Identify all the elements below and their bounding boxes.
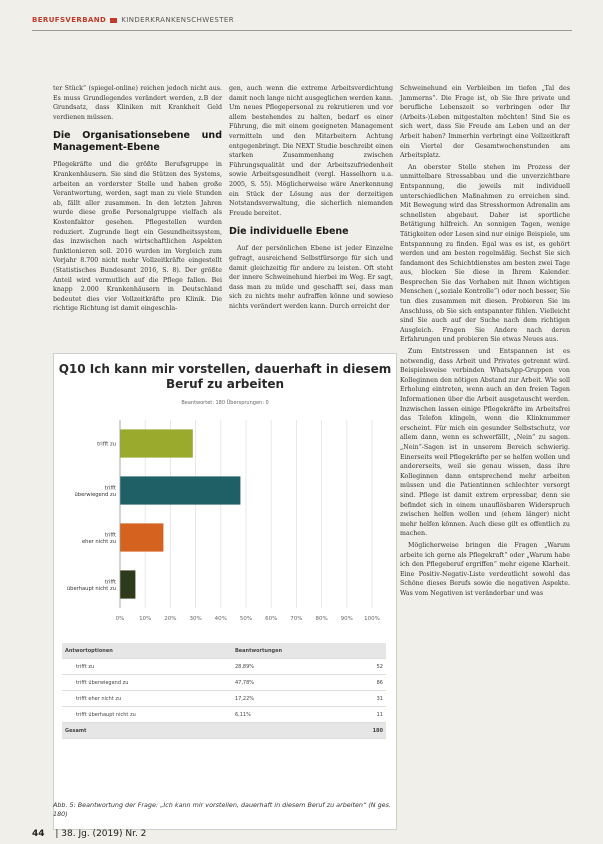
survey-chart: [53, 353, 397, 830]
column-1: [53, 84, 222, 316]
bar: [120, 523, 163, 551]
issue-info: | 38. Jg. (2019) Nr. 2: [55, 829, 147, 839]
x-tick-label: 100%: [364, 616, 380, 622]
paragraph: Schweinehund ein Verbleiben im tiefen „Tal des Jammerns“. Die Frage ist, ob Sie Ihre private und berufliche Lebenszeit so verbringen oder Ihr (Arbeits-)Leben mitgestalten möchten! Sind Sie es sich wert, dass Sie Freude am Leben und an der Arbeit haben? Immerhin verbringt eine Vollzeitkraft ein Viertel der Gesamtwochenstunden am Arbeitsplatz.: [400, 85, 570, 160]
figure-caption: Abb. 5: Beantwortung der Frage: „Ich kann mir vorstellen, dauerhaft in diesem Beruf zu arbeiten“ (N ges. 180): [53, 801, 391, 818]
row-label: trifft eher nicht zu: [62, 691, 232, 707]
header-rule: [32, 30, 572, 31]
row-label: trifft überwiegend zu: [62, 675, 232, 691]
category-label: überwiegend zu: [74, 491, 116, 498]
x-tick-label: 20%: [164, 616, 177, 622]
x-tick-label: 60%: [265, 616, 278, 622]
table-header: Beantwortungen: [232, 643, 350, 659]
bar: [120, 570, 135, 598]
total-spacer: [232, 723, 350, 739]
row-percent: 28,89%: [232, 659, 350, 675]
section-label: BERUFSVERBAND: [32, 16, 107, 24]
row-count: 31: [350, 691, 386, 707]
paragraph: Zum Entstressen und Entspannen ist es notwendig, dass Arbeit und Privates getrennt wird. Beispielsweise verbinden WhatsApp-Gruppen von Kolleginnen den nötigen Abstand zur Arbeit. Wie soll Erholung eintreten, wenn auch an den freien Tagen Informationen über die Arbeit ausgetauscht werden. Inzwischen lassen einige Pflegekräfte im Arbeitsfrei das Telefon klingeln, wenn die Klinknummer erscheint. Für mich ein gesunder Selbstschutz, vor allem dann, wenn es schwerfällt, „Nein“ zu sagen. „Nein“-Sagen ist in unserem Bereich schwierig. Einerseits weil Pflegekräfte per se helfen wollen und andererseits, weil sie genau wissen, dass ihre Kolleginnen dann entsprechend mehr arbeiten müssen und die Patientinnen schlechter versorgt sind. Pflege ist damit extrem erpressbar, denn sie befindet sich in einem unauflösbaren Widerspruch zwischen helfen wollen und (ehem länger) nicht mehr helfen können. Auch diese gilt es offentlich zu machen.: [400, 348, 570, 538]
row-percent: 47,78%: [232, 675, 350, 691]
table-row: [62, 675, 386, 691]
chart-title: Q10 Ich kann mir vorstellen, dauerhaft in diesem Beruf zu arbeiten: [58, 362, 392, 391]
table-row: [62, 691, 386, 707]
section-heading: Die individuelle Ebene: [229, 226, 349, 238]
x-tick-label: 10%: [139, 616, 152, 622]
category-label: überhaupt nicht zu: [66, 585, 116, 592]
row-count: 86: [350, 675, 386, 691]
paragraph: gen, auch wenn die extreme Arbeitsverdichtung damit noch lange nicht ausgeglichen werden kann. Um neues Pflegepersonal zu rekrutieren und vor allem bestehendes zu halten, bedarf es einer Führung, die mit einem geeigneten Management vermitteln und den Mitarbeitern Achtung entgegenbringt. Die NEXT Studie beschreibt einen starken Zusammenhang zwischen Führungsqualität und der Arbeitszufriedenheit sowie Arbeitsgesundheit (vergl. Hasselhorn u.a. 2005, S. 55). Möglicherweise wäre Anerkennung ein Stück der Lösung aus der derzeitigen Notstandsverwaltung, die sicherlich niemanden Freude bereitet.: [229, 85, 393, 217]
table-row: [62, 659, 386, 675]
x-tick-label: 30%: [189, 616, 202, 622]
category-label: trifft: [104, 485, 116, 492]
row-label: trifft zu: [62, 659, 232, 675]
row-count: 11: [350, 707, 386, 723]
subsection-label: KINDERKRANKENSCHWESTER: [121, 16, 234, 24]
answer-table: [62, 643, 386, 739]
row-label: trifft überhaupt nicht zu: [62, 707, 232, 723]
chart-meta: Beantwortet: 180 Übersprungen: 0: [181, 400, 269, 406]
x-tick-label: 40%: [214, 616, 227, 622]
table-row: [62, 707, 386, 723]
x-tick-label: 50%: [239, 616, 253, 622]
bar: [120, 429, 193, 457]
paragraph: ter Stück“ (spiegel-online) reichen jedoch nicht aus. Es muss Grundlegendes verändert werden, z.B der Grundsatz, dass Kliniken mit Krankheit Geld verdienen müssen.: [53, 85, 222, 121]
running-header: [32, 12, 572, 28]
row-percent: 6,11%: [232, 707, 350, 723]
paragraph: Pflegekräfte und die größte Berufsgruppe in Krankenhäusern. Sie sind die Stützen des Systems, arbeiten an vorderster Stelle und haben große Verantwortung, werden, sagt man zu viele Stunden ab, fällt aller zusammen. In den letzten Jahren wurde diese große Personalgruppe vielfach als Kostenfaktor gesehen. Pflegestellen wurden reduziert. Zugrunde liegt ein Gesundheitssystem, das inzwischen nach wirtschaftlichen Aspekten funktionieren soll. 2016 wurden im Vergleich zum Vorjahr 8.700 nicht mehr Vollzeitkräfte eingestellt (Statistisches Bundesamt 2016, S. 8). Der größte Anteil wird vermutlich auf die Pflege fallen. Bei knapp 2.000 Krankenhäusern in Deutschland bedeutet dies vier Vollzeitkräfte pro Klinik. Die richtige Richtung ist damit eingeschla-: [53, 161, 222, 313]
total-label: Gesamt: [62, 723, 232, 739]
table-total-row: [62, 723, 386, 739]
paragraph: Auf der persönlichen Ebene ist jeder Einzelne gefragt, ausreichend Selbstfürsorge für sich und damit gleichzeitig für andere zu leisten. Oft steht der innere Schweinehund hierbei im Weg. Er sagt, dass man zu müde und geschafft sei, dass man sich zu nichts mehr aufraffen könne und sowieso nichts verändert werden kann. Durch erreicht der: [229, 245, 393, 310]
paragraph: Möglicherweise bringen die Fragen „Warum arbeite ich gerne als Pflegekraft“ oder „Warum habe ich den Pflegeberuf ergriffen“ mehr eigene Klarheit. Eine Positiv-Negativ-Liste verdeutlicht sowohl das Schöne dieses Berufs sowie die negativen Aspekte. Was vom Negativen ist veränderbar und was: [400, 541, 570, 597]
page-number: 44: [32, 829, 45, 839]
table-header: Antwortoptionen: [62, 643, 232, 659]
x-tick-label: 80%: [315, 616, 328, 622]
row-count: 52: [350, 659, 386, 675]
section-divider-icon: [110, 18, 117, 23]
row-percent: 17,22%: [232, 691, 350, 707]
category-label: eher nicht zu: [81, 538, 116, 545]
bar: [120, 476, 240, 504]
x-tick-label: 90%: [340, 616, 353, 622]
category-label: trifft zu: [97, 441, 116, 448]
category-label: trifft: [104, 579, 116, 586]
column-2: [229, 84, 393, 313]
bar-plot: [62, 412, 386, 632]
table-header-row: [62, 643, 386, 659]
total-count: 180: [350, 723, 386, 739]
x-tick-label: 70%: [290, 616, 303, 622]
category-label: trifft: [104, 532, 116, 539]
paragraph: An oberster Stelle stehen im Prozess der unmittelbare Stressabbau und die unverzichtbare Entspannung, die jeweils mit individuell unterschiedlichen Maßnahmen zu erreichen sind. Mit Bewegung wird das Stresshormon Adrenalin am schnellsten abgebaut. Daher ist sportliche Betätigung hilfreich. An sonnigen Tagen, wenige Tätigkeiten oder Lesen sind nur einige Beispiele, um Entspannung zu finden. Egal was es ist, es gehört werden und am besten regelmäßig. Sechst Sie sich fandamont des Schichtdienstes am besten zwei Tage aus, blocken Sie diese in Ihrem Kalender. Besprechen Sie das Vorhaben mit Ihnen wichtigen Menschen („soziale Kontrolle“) oder noch besser, Sie tun dies zusammen mit diesen. Probieren Sie im Anschluss, ob Sie sich entspannter fühlen. Vielleicht sind Sie auch auf der Suche nach dem richtigen Ausgleich. Fragen Sie Andere nach deren Erfahrungen und probieren Sie etwas Neues aus.: [400, 163, 570, 344]
table-header: [350, 643, 386, 659]
section-heading: Die Organisationsebene und Management-Ebene: [53, 130, 222, 154]
page-footer: [32, 829, 146, 839]
x-tick-label: 0%: [115, 616, 125, 622]
column-3: [400, 84, 570, 600]
